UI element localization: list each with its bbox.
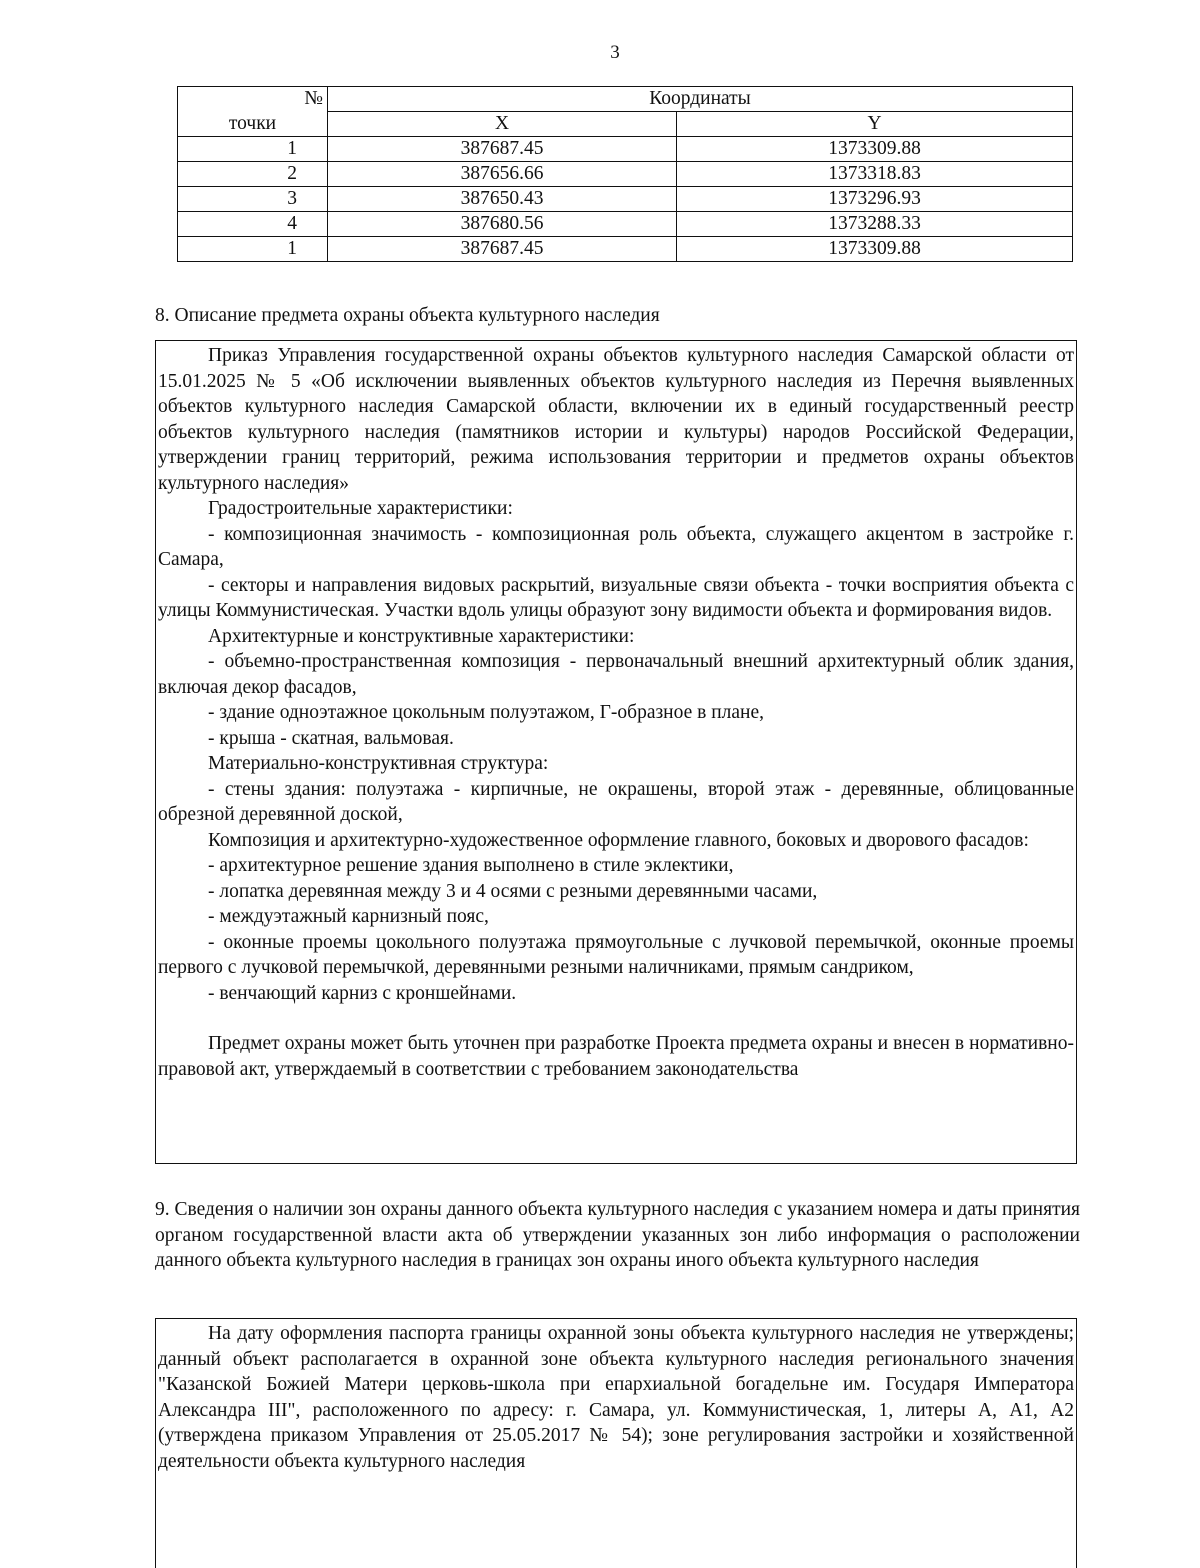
header-num-label: точки	[178, 112, 328, 137]
paragraph: - оконные проемы цокольного полуэтажа прямоугольные с лучковой перемычкой, оконные проемы первого с лучковой перемычкой, деревянными резными наличниками, прямым сандриком,	[158, 931, 1074, 978]
header-coords: Координаты	[328, 87, 1073, 112]
table-header-row-1	[178, 87, 1073, 112]
paragraph: - лопатка деревянная между 3 и 4 осями с резными деревянными часами,	[208, 880, 818, 902]
paragraph: - объемно-пространственная композиция - первоначальный внешний архитектурный облик здания, включая декор фасадов,	[158, 651, 1074, 698]
paragraph: Материально-конструктивная структура:	[208, 753, 549, 774]
point-number: 2	[178, 162, 328, 187]
point-number: 3	[178, 187, 328, 212]
paragraph: - здание одноэтажное цокольным полуэтажом, Г-образное в плане,	[208, 702, 764, 723]
x-value: 387680.56	[328, 212, 677, 237]
table-row	[178, 162, 1073, 187]
y-value: 1373296.93	[677, 187, 1073, 212]
paragraph: - композиционная значимость - композиционная роль объекта, служащего акцентом в застройке г. Самара,	[158, 523, 1074, 570]
paragraph: Композиция и архитектурно-художественное оформление главного, боковых и дворового фасадов:	[208, 829, 1029, 851]
header-x: X	[328, 112, 677, 137]
section-9-box	[155, 1318, 1077, 1568]
point-number: 1	[178, 137, 328, 162]
x-value: 387656.66	[328, 162, 677, 187]
closing-paragraph: Предмет охраны может быть уточнен при разработке Проекта предмета охраны и внесен в нормативно-правовой акт, утверждаемый в соответствии с требованием законодательства	[158, 1033, 1074, 1080]
paragraph: - венчающий карниз с кроншейнами.	[208, 982, 517, 1004]
paragraph: - стены здания: полуэтажа - кирпичные, не окрашены, второй этаж - деревянные, облицованные обрезной деревянной доской,	[158, 778, 1074, 825]
table-row	[178, 212, 1073, 237]
paragraph: На дату оформления паспорта границы охранной зоны объекта культурного наследия не утверждены; данный объект располагается в охранной зоне объекта культурного наследия регионального значения "Казанской Божией Матери церковь-школа при епархиальной богадельне им. Государя Императора Александра III", расположенного по адресу: г. Самара, ул. Коммунистическая, 1, литеры А, А1, А2 (утверждена приказом Управления от 25.05.2017 № 54); зоне регулирования застройки и хозяйственной деятельности объекта культурного наследия	[158, 1323, 1074, 1472]
table-header-row-2	[178, 112, 1073, 137]
paragraph: - крыша - скатная, вальмовая.	[208, 727, 454, 749]
y-value: 1373288.33	[677, 212, 1073, 237]
paragraph: Приказ Управления государственной охраны объектов культурного наследия Самарской области от 15.01.2025 № 5 «Об исключении выявленных объектов культурного наследия из Перечня выявленных объектов культурного наследия Самарской области, включении их в единый государственный реестр объектов культурного наследия (памятников истории и культуры) народов Российской Федерации, утверждении границ территорий, режима использования территории и предметов охраны объектов культурного наследия»	[158, 345, 1074, 494]
paragraph: Градостроительные характеристики:	[208, 498, 513, 519]
paragraph: - архитектурное решение здания выполнено в стиле эклектики,	[208, 855, 734, 876]
page-number: 3	[610, 42, 620, 63]
paragraph: - секторы и направления видовых раскрытий, визуальные связи объекта - точки восприятия объекта с улицы Коммунистическая. Участки вдоль улицы образуют зону видимости объекта и формирования видов.	[158, 574, 1074, 621]
section-8-title: 8. Описание предмета охраны объекта культурного наследия	[155, 305, 660, 326]
x-value: 387687.45	[328, 237, 677, 262]
header-num: №	[178, 87, 328, 112]
header-y: Y	[677, 112, 1073, 137]
point-number: 4	[178, 212, 328, 237]
y-value: 1373309.88	[677, 237, 1073, 262]
point-number: 1	[178, 237, 328, 262]
coordinates-table	[177, 86, 1073, 262]
paragraph: - междуэтажный карнизный пояс,	[208, 906, 489, 927]
table-row	[178, 237, 1073, 262]
section-9-title: 9. Сведения о наличии зон охраны данного объекта культурного наследия с указанием номера и даты принятия органом государственной власти акта об утверждении указанных зон либо информация о расположении данного объекта культурного наследия в границах зон охраны иного объекта культурного наследия	[155, 1199, 1080, 1271]
section-8-box	[155, 340, 1077, 1164]
table-row	[178, 137, 1073, 162]
paragraph: Архитектурные и конструктивные характеристики:	[208, 625, 635, 647]
y-value: 1373309.88	[677, 137, 1073, 162]
x-value: 387650.43	[328, 187, 677, 212]
table-row	[178, 187, 1073, 212]
y-value: 1373318.83	[677, 162, 1073, 187]
spacer	[158, 1006, 1074, 1031]
x-value: 387687.45	[328, 137, 677, 162]
